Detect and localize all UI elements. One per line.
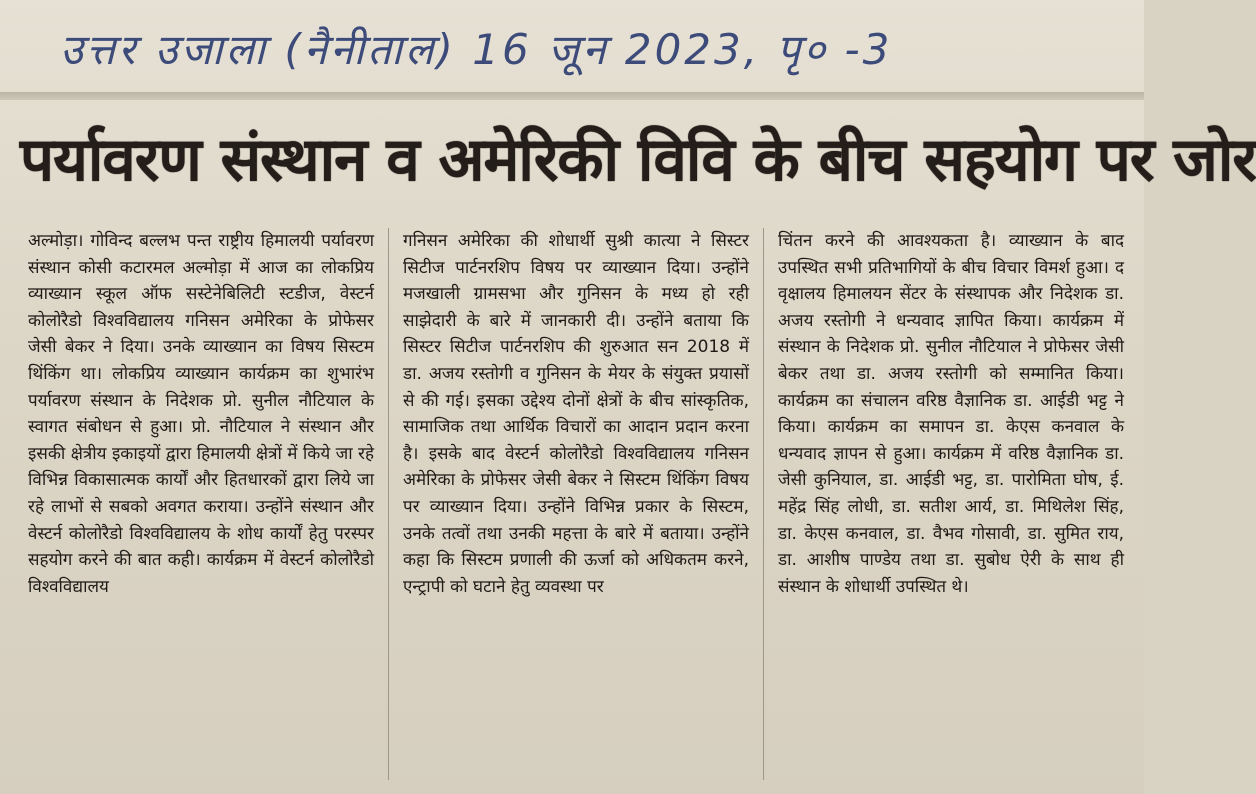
article-column-1: अल्मोड़ा। गोविन्द बल्लभ पन्त राष्ट्रीय हिमालयी पर्यावरण संस्थान कोसी कटारमल अल्मोड़ा में आज का लोकप्रिय व्याख्यान स्कूल ऑफ सस्टेनेबिलिटी स्टडीज, वेस्टर्न कोलोरैडो विश्वविद्यालय गनिसन अमेरिका के प्रोफेसर जेसी बेकर ने दिया। उनके व्याख्यान का विषय सिस्टम थिंकिंग था। लोकप्रिय व्याख्यान कार्यक्रम का शुभारंभ पर्यावरण संस्थान के निदेशक प्रो. सुनील नौटियाल के स्वागत संबोधन से हुआ। प्रो. नौटियाल ने संस्थान और इसकी क्षेत्रीय इकाइयों द्वारा हिमालयी क्षेत्रों में किये जा रहे विभिन्न विकासात्मक कार्यों और हितधारकों द्वारा लिये जा रहे लाभों से सबको अवगत कराया। उन्होंने संस्थान और वेस्टर्न कोलोरैडो विश्वविद्यालय के शोध कार्यों हेतु परस्पर सहयोग करने की बात कही। कार्यक्रम में वेस्टर्न कोलोरैडो विश्वविद्यालय [28,231,374,597]
column-divider [388,228,389,780]
handwritten-source-note: उत्तर उजाला (नैनीताल) 16 जून 2023, पृ० -3 [60,25,893,74]
article-body [28,228,1124,780]
column-divider [763,228,764,780]
headline: पर्यावरण संस्थान व अमेरिकी विवि के बीच सहयोग पर जोर [20,125,1256,195]
article-column-2: गनिसन अमेरिका की शोधार्थी सुश्री कात्या ने सिस्टर सिटीज पार्टनरशिप विषय पर व्याख्यान दिया। उन्होंने मजखाली ग्रामसभा और गुनिसन के मध्य हो रही साझेदारी के बारे में जानकारी दी। उन्होंने बताया कि सिस्टर सिटीज पार्टनरशिप की शुरुआत सन 2018 में डा. अजय रस्तोगी व गुनिसन के मेयर के संयुक्त प्रयासों से की गई। इसका उद्देश्य दोनों क्षेत्रों के बीच सांस्कृतिक, सामाजिक तथा आर्थिक विचारों का आदान प्रदान करना है। इसके बाद वेस्टर्न कोलोरैडो विश्वविद्यालय गनिसन अमेरिका के प्रोफेसर जेसी बेकर ने सिस्टम थिंकिंग विषय पर व्याख्यान दिया। उन्होंने विभिन्न प्रकार के सिस्टम, उनके तत्वों तथा उनकी महत्ता के बारे में बताया। उन्होंने कहा कि सिस्टम प्रणाली की ऊर्जा को अधिकतम करने, एन्ट्रापी को घटाने हेतु व्यवस्था पर [403,231,749,597]
paper-fold [0,92,1144,100]
article-column-3: चिंतन करने की आवश्यकता है। व्याख्यान के बाद उपस्थित सभी प्रतिभागियों के बीच विचार विमर्श हुआ। द वृक्षालय हिमालयन सेंटर के संस्थापक और निदेशक डा. अजय रस्तोगी ने धन्यवाद ज्ञापित किया। कार्यक्रम में संस्थान के निदेशक प्रो. सुनील नौटियाल ने प्रोफेसर जेसी बेकर तथा डा. अजय रस्तोगी को सम्मानित किया। कार्यक्रम का संचालन वरिष्ठ वैज्ञानिक डा. आईडी भट्ट ने किया। कार्यक्रम का समापन डा. केएस कनवाल के धन्यवाद ज्ञापन से हुआ। कार्यक्रम में वरिष्ठ वैज्ञानिक डा. जेसी कुनियाल, डा. आईडी भट्ट, डा. पारोमिता घोष, ई. महेंद्र सिंह लोधी, डा. सतीश आर्य, डा. मिथिलेश सिंह, डा. केएस कनवाल, डा. वैभव गोसावी, डा. सुमित राय, डा. आशीष पाण्डेय तथा डा. सुबोध ऐरी के साथ ही संस्थान के शोधार्थी उपस्थित थे। [778,231,1124,597]
